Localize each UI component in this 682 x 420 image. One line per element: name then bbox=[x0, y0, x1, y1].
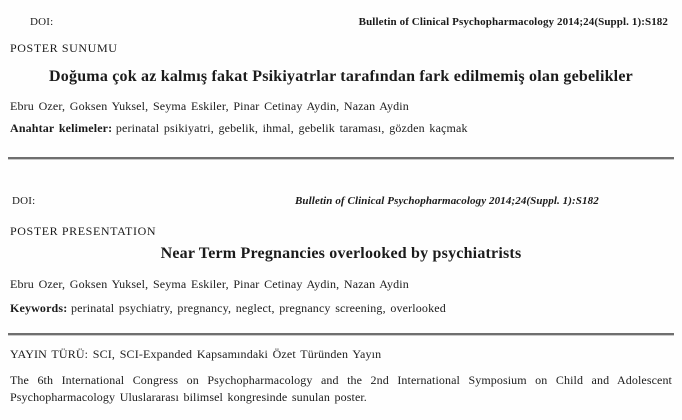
article-title-english: Near Term Pregnancies overlooked by psychiatrists bbox=[160, 245, 522, 262]
keywords-label-turkish: Anahtar kelimeler: bbox=[10, 121, 113, 135]
author-list-english: Ebru Ozer, Goksen Yuksel, Seyma Eskiler, Pinar Cetinay Aydin, Nazan Aydin bbox=[10, 277, 409, 291]
author-list-turkish: Ebru Ozer, Goksen Yuksel, Seyma Eskiler, Pinar Cetinay Aydin, Nazan Aydin bbox=[10, 99, 409, 113]
keywords-row-turkish bbox=[10, 121, 468, 136]
presentation-note: The 6th International Congress on Psychopharmacology and the 2nd International Symposium on Child and Adolescent Psychopharmacology Uluslararası bilimsel kongresinde sunulan poster. bbox=[10, 373, 672, 404]
section-divider-top bbox=[8, 157, 674, 160]
section-label-poster-presentation: POSTER PRESENTATION bbox=[10, 224, 157, 238]
journal-citation-english: Bulletin of Clinical Psychopharmacology 2014;24(Suppl. 1):S182 bbox=[295, 195, 599, 207]
article-title-turkish: Doğuma çok az kalmış fakat Psikiyatrlar tarafından fark edilmemiş olan gebelikler bbox=[49, 68, 633, 85]
keywords-row-english bbox=[10, 301, 446, 316]
keywords-label-english: Keywords: bbox=[10, 301, 68, 315]
section-label-poster-sunumu: POSTER SUNUMU bbox=[10, 41, 118, 55]
journal-citation-turkish: Bulletin of Clinical Psychopharmacology 2014;24(Suppl. 1):S182 bbox=[358, 16, 668, 28]
doi-label-turkish: DOI: bbox=[30, 16, 54, 28]
publication-type: YAYIN TÜRÜ: SCI, SCI-Expanded Kapsamındaki Özet Türünden Yayın bbox=[10, 347, 382, 361]
doi-label-english: DOI: bbox=[12, 195, 36, 207]
keywords-list-turkish: perinatal psikiyatri, gebelik, ihmal, gebelik taraması, gözden kaçmak bbox=[115, 121, 468, 135]
section-divider-bottom bbox=[8, 333, 674, 336]
keywords-list-english: perinatal psychiatry, pregnancy, neglect, pregnancy screening, overlooked bbox=[70, 301, 446, 315]
